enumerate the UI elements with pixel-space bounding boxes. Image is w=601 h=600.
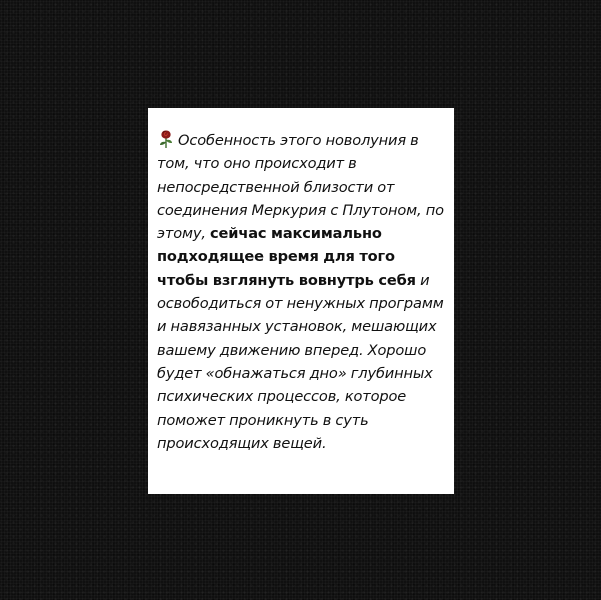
text-continuation: и освободиться от ненужных программ и навязанных установок, мешающих вашему движению вперед. Хорошо будет «обнажаться дно» глубинных психических процессов, которое поможет проникнуть в суть происходящих вещей. (157, 271, 444, 452)
text-card (148, 108, 454, 494)
text-highlight: сейчас максимально подходящее время для того чтобы взглянуть вовнутрь себя (157, 225, 416, 289)
rose-icon (157, 129, 175, 149)
post-text (157, 129, 448, 455)
text-intro: Особенность этого новолуния в том, что оно происходит в непосредственной близости от соединения Меркурия с Плутоном, по этому, (157, 132, 444, 243)
